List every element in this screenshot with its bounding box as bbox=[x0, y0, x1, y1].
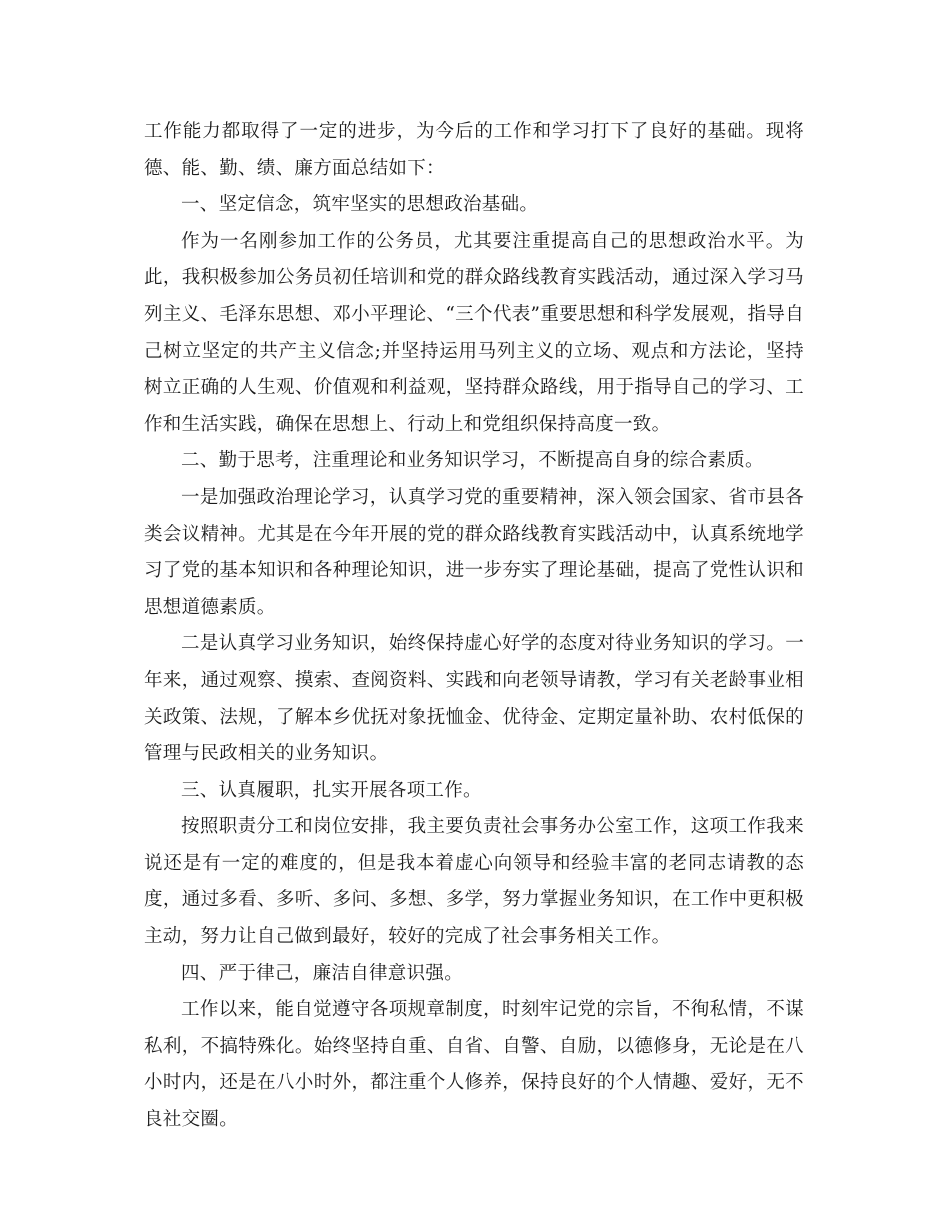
paragraph-2: 作为一名刚参加工作的公务员，尤其要注重提高自己的思想政治水平。为此，我积极参加公务员初任培训和党的群众路线教育实践活动，通过深入学习马列主义、毛泽东思想、邓小平理论、“三个代表”重要思想和科学发展观，指导自己树立坚定的共产主义信念;并坚持运用马列主义的立场、观点和方法论，坚持树立正确的人生观、价值观和利益观，坚持群众路线，用于指导自己的学习、工作和生活实践，确保在思想上、行动上和党组织保持高度一致。 bbox=[144, 230, 804, 435]
document-body bbox=[144, 114, 804, 1139]
section-heading-1: 一、坚定信念，筑牢坚实的思想政治基础。 bbox=[181, 194, 539, 216]
paragraph-3: 一是加强政治理论学习，认真学习党的重要精神，深入领会国家、省市县各类会议精神。尤其是在今年开展的党的群众路线教育实践活动中，认真系统地学习了党的基本知识和各种理论知识，进一步夯实了理论基础，提高了党性认识和思想道德素质。 bbox=[144, 486, 804, 618]
section-heading-4: 四、严于律己，廉洁自律意识强。 bbox=[181, 962, 464, 984]
section-heading-2: 二、勤于思考，注重理论和业务知识学习，不断提高自身的综合素质。 bbox=[181, 450, 764, 472]
paragraph-1: 工作能力都取得了一定的进步，为今后的工作和学习打下了良好的基础。现将德、能、勤、绩、廉方面总结如下： bbox=[144, 121, 804, 179]
paragraph-6: 工作以来，能自觉遵守各项规章制度，时刻牢记党的宗旨，不徇私情，不谋私利，不搞特殊化。始终坚持自重、自省、自警、自励，以德修身，无论是在八小时内，还是在八小时外，都注重个人修养，保持良好的个人情趣、爱好，无不良社交圈。 bbox=[144, 999, 804, 1131]
paragraph-4: 二是认真学习业务知识，始终保持虚心好学的态度对待业务知识的学习。一年来，通过观察、摸索、查阅资料、实践和向老领导请教，学习有关老龄事业相关政策、法规，了解本乡优抚对象抚恤金、优待金、定期定量补助、农村低保的管理与民政相关的业务知识。 bbox=[144, 633, 804, 765]
paragraph-5: 按照职责分工和岗位安排，我主要负责社会事务办公室工作，这项工作我来说还是有一定的难度的，但是我本着虚心向领导和经验丰富的老同志请教的态度，通过多看、多听、多问、多想、多学，努力掌握业务知识，在工作中更积极主动，努力让自己做到最好，较好的完成了社会事务相关工作。 bbox=[144, 816, 804, 948]
section-heading-3: 三、认真履职，扎实开展各项工作。 bbox=[181, 779, 482, 801]
